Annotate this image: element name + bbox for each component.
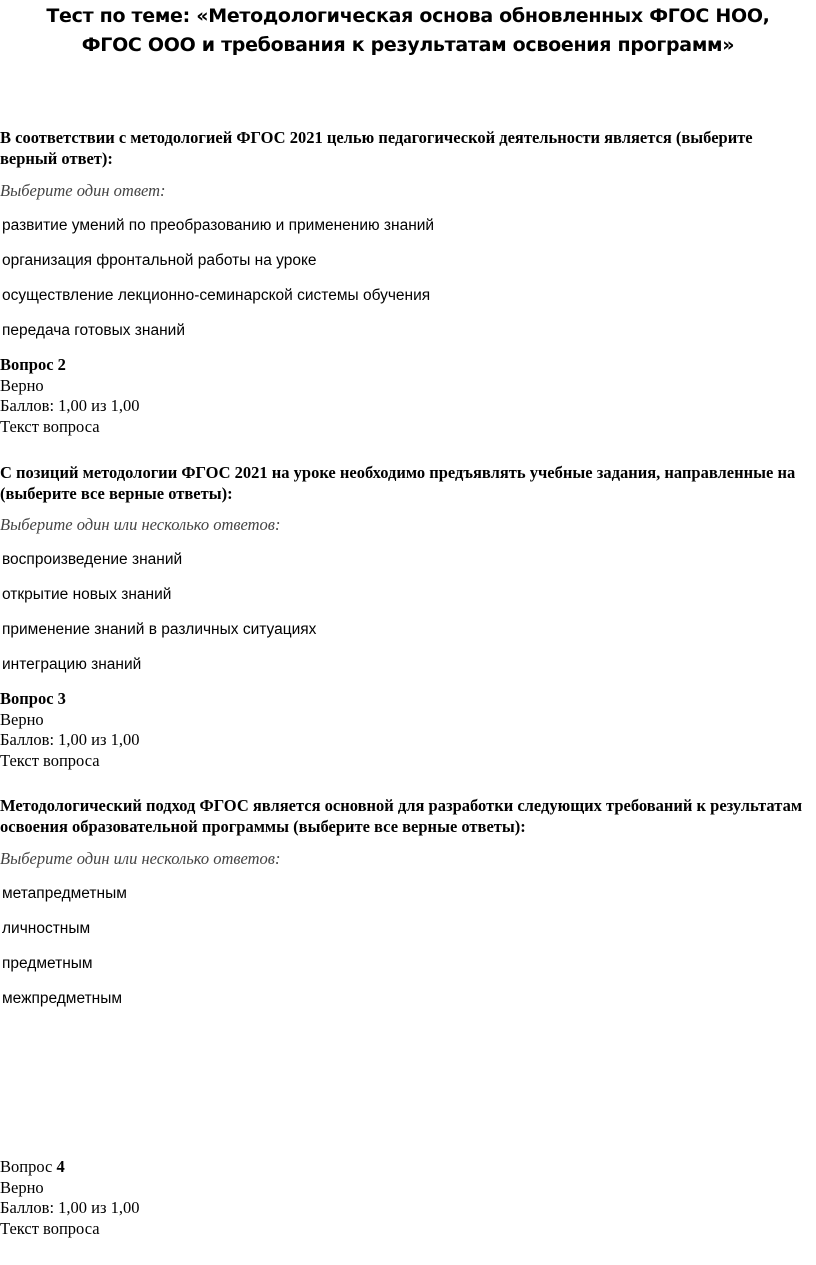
question-3-text-label: Текст вопроса <box>0 750 100 770</box>
question-3-status: Верно <box>0 709 44 729</box>
answer-option[interactable]: применение знаний в различных ситуациях <box>2 621 317 638</box>
answer-option[interactable]: межпредметным <box>2 990 123 1007</box>
question-4-status: Верно <box>0 1177 44 1197</box>
question-3-heading <box>0 689 808 710</box>
answer-option[interactable]: организация фронтальной работы на уроке <box>2 252 317 269</box>
question-4-score: Баллов: 1,00 из 1,00 <box>0 1198 140 1217</box>
question-number: 4 <box>56 1157 65 1176</box>
question-3-score: Баллов: 1,00 из 1,00 <box>0 730 140 749</box>
question-number: 2 <box>57 355 66 374</box>
answer-option[interactable]: личностным <box>2 920 91 937</box>
question-2-status: Верно <box>0 375 44 395</box>
document-title: Тест по теме: «Методологическая основа обновленных ФГОС НОО, ФГОС ООО и требования к результатам освоения программ» <box>46 5 770 56</box>
answer-option[interactable]: осуществление лекционно-семинарской системы обучения <box>2 287 431 304</box>
answer-option[interactable]: воспроизведение знаний <box>2 551 183 568</box>
question-1-hint: Выберите один ответ: <box>0 181 166 200</box>
question-label: Вопрос <box>0 355 54 374</box>
question-3-text: Методологический подход ФГОС является основной для разработки следующих требований к результатам освоения образовательной программы (выберите все верные ответы): <box>0 796 803 836</box>
question-2-heading <box>0 355 808 376</box>
question-4-text-label: Текст вопроса <box>0 1218 100 1238</box>
answer-option[interactable]: предметным <box>2 955 93 972</box>
answer-option[interactable]: интеграцию знаний <box>2 656 142 673</box>
question-1 <box>0 127 808 339</box>
question-2-text-label: Текст вопроса <box>0 416 100 436</box>
question-2-hint: Выберите один или несколько ответов: <box>0 515 281 534</box>
question-2-text: С позиций методологии ФГОС 2021 на уроке необходимо предъявлять учебные задания, направленные на (выберите все верные ответы): <box>0 463 796 503</box>
question-label: Вопрос <box>0 689 54 708</box>
question-2 <box>0 462 808 673</box>
question-label: Вопрос <box>0 1157 53 1176</box>
answer-option[interactable]: передача готовых знаний <box>2 322 185 339</box>
question-number: 3 <box>57 689 66 708</box>
question-4-heading <box>0 1157 808 1178</box>
question-2-score: Баллов: 1,00 из 1,00 <box>0 396 140 415</box>
question-3-meta <box>0 689 808 771</box>
question-1-text: В соответствии с методологией ФГОС 2021 целью педагогической деятельности является (выберите верный ответ): <box>0 128 753 168</box>
question-3 <box>0 795 808 1007</box>
answer-option[interactable]: развитие умений по преобразованию и применению знаний <box>2 217 435 234</box>
question-4-meta <box>0 1157 808 1239</box>
question-3-hint: Выберите один или несколько ответов: <box>0 849 281 868</box>
answer-option[interactable]: открытие новых знаний <box>2 586 172 603</box>
question-2-meta <box>0 355 808 437</box>
answer-option[interactable]: метапредметным <box>2 885 127 902</box>
